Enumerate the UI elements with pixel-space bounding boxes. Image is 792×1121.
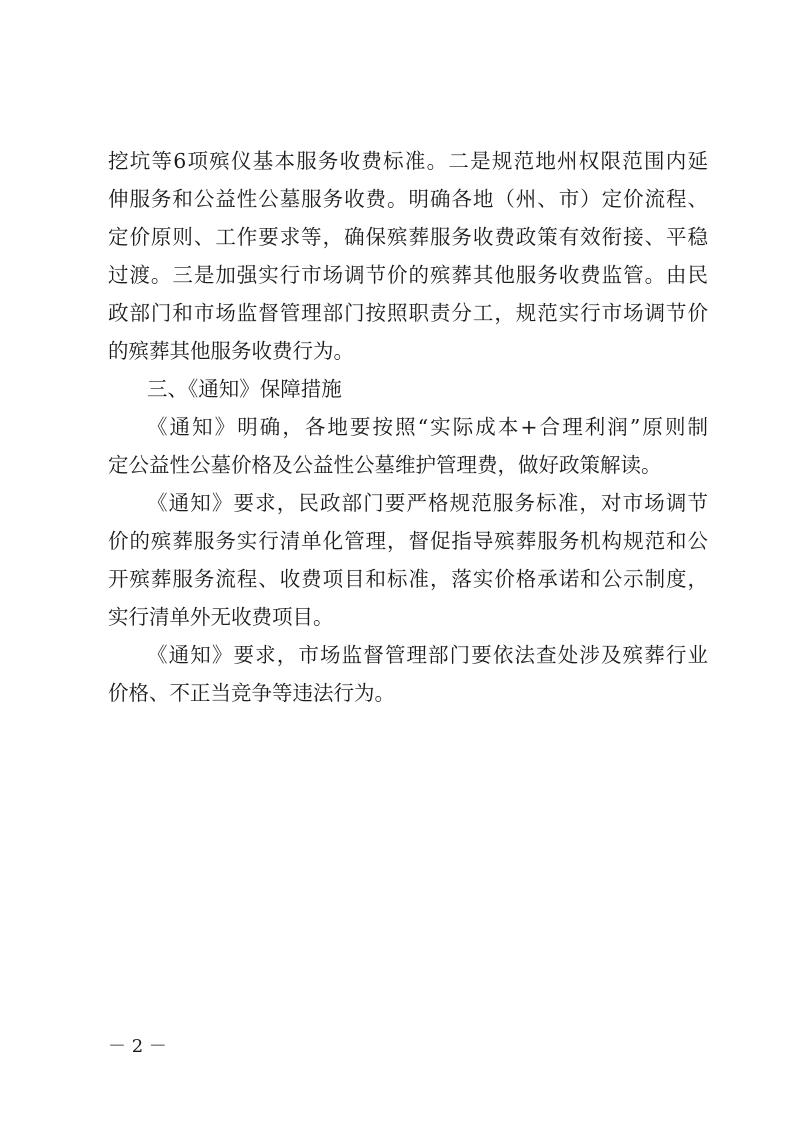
paragraph-3-line-3: 开殡葬服务流程、收费项目和标准，落实价格承诺和公示制度， [108,567,708,591]
paragraph-1-line-5: 政部门和市场监督管理部门按照职责分工，规范实行市场调节价 [108,301,708,325]
paragraph-3-line-2: 价的殡葬服务实行清单化管理，督促指导殡葬服务机构规范和公 [108,529,708,553]
paragraph-1-line-6: 的殡葬其他服务收费行为。 [108,339,354,363]
paragraph-4-line-1: 《通知》要求，市场监督管理部门要依法查处涉及殡葬行业 [147,643,708,667]
paragraph-1-line-3: 定价原则、工作要求等，确保殡葬服务收费政策有效衔接、平稳 [108,225,708,249]
paragraph-1-line-4: 过渡。三是加强实行市场调节价的殡葬其他服务收费监管。由民 [108,263,708,287]
page-number: － 2 － [108,1036,167,1057]
paragraph-3-line-4: 实行清单外无收费项目。 [108,605,334,629]
paragraph-1-line-1: 挖坑等6项殡仪基本服务收费标准。二是规范地州权限范围内延 [108,149,708,173]
paragraph-3-line-1: 《通知》要求，民政部门要严格规范服务标准，对市场调节 [147,491,708,515]
paragraph-2-line-2: 定公益性公墓价格及公益性公墓维护管理费，做好政策解读。 [108,453,662,477]
paragraph-4-line-2: 价格、不正当竞争等违法行为。 [108,681,395,705]
paragraph-1-line-2: 伸服务和公益性公墓服务收费。明确各地（州、市）定价流程、 [108,187,708,211]
paragraph-2-line-1: 《通知》明确，各地要按照“实际成本+合理利润”原则制 [147,415,708,439]
section-heading: 三、《通知》保障措施 [147,377,342,401]
